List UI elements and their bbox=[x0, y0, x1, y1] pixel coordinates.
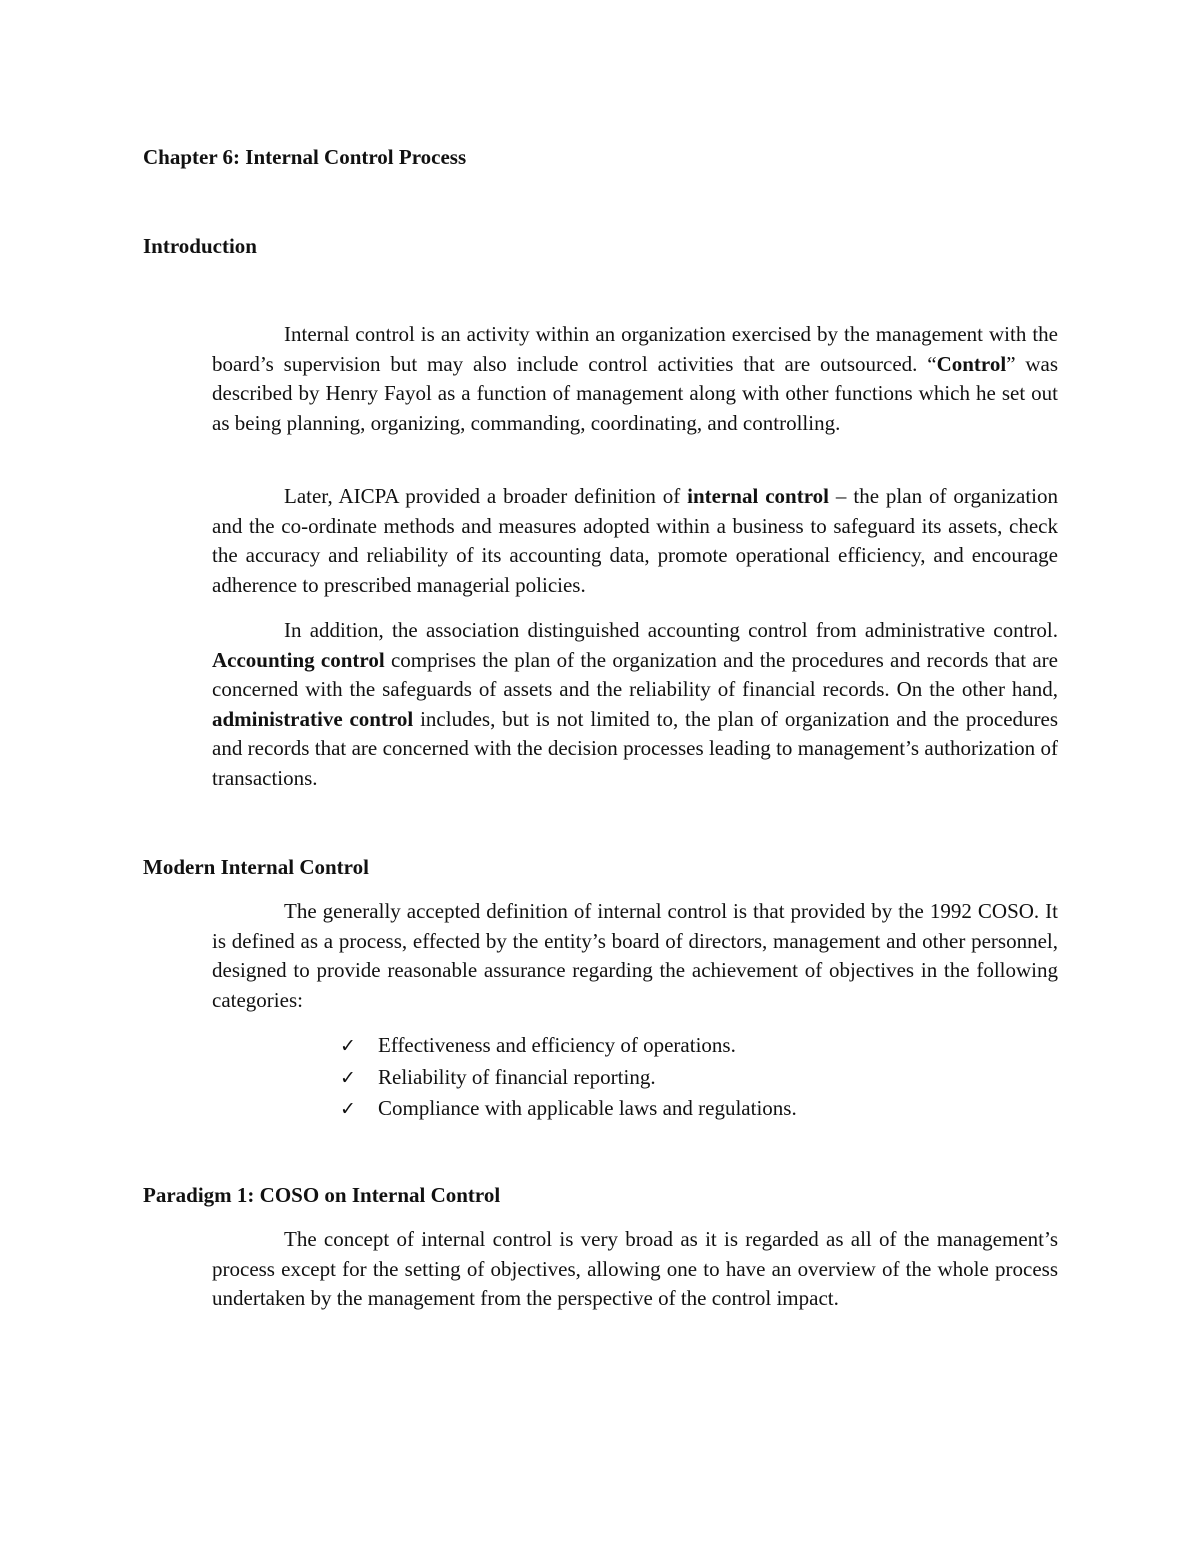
chapter-title: Chapter 6: Internal Control Process bbox=[143, 145, 467, 169]
intro-p2-text-2: – the plan of organization and the co-ordinate methods and measures adopted within a business to safeguard its assets, check the accuracy and reliability of its accounting data, promote operational efficiency, and encourage adherence to prescribed managerial policies. bbox=[212, 484, 1058, 597]
checkmark-icon: ✓ bbox=[340, 1035, 356, 1057]
paradigm1-paragraph-1: The concept of internal control is very broad as it is regarded as all of the management’s process except for the setting of objectives, allowing one to have an overview of the whole process undertaken by the management from the perspective of the control impact. bbox=[212, 1227, 1058, 1311]
objectives-checklist bbox=[340, 1030, 797, 1125]
intro-p3-text-3: includes, but is not limited to, the plan of organization and the procedures and records that are concerned with the decision processes leading to management’s authorization of transactions. bbox=[212, 706, 1058, 790]
intro-p1-bold-control: Control bbox=[936, 351, 1007, 376]
intro-p1-text-1: Internal control is an activity within an organization exercised by the management with the board’s supervision but may also include control activities that are outsourced. “ bbox=[212, 322, 1058, 376]
section-heading-paradigm-1: Paradigm 1: COSO on Internal Control bbox=[143, 1183, 501, 1207]
checklist-item-text: Compliance with applicable laws and regulations. bbox=[378, 1096, 797, 1120]
intro-p3-bold-administrative-control: administrative control bbox=[212, 706, 414, 731]
modern-paragraph-1: The generally accepted definition of internal control is that provided by the 1992 COSO. It is defined as a process, effected by the entity’s board of directors, management and other personnel, designed to provide reasonable assurance regarding the achievement of objectives in the following categories: bbox=[212, 899, 1058, 1012]
intro-p2-bold-internal-control: internal control bbox=[687, 484, 830, 508]
intro-paragraph-1 bbox=[212, 320, 1058, 438]
intro-p3-text-2: comprises the plan of the organization and the procedures and records that are concerned with the safeguards of assets and the reliability of financial records. On the other hand, bbox=[212, 647, 1058, 702]
intro-p3-bold-accounting-control: Accounting control bbox=[212, 647, 385, 672]
intro-p2-text-1: Later, AICPA provided a broader definition of bbox=[284, 484, 688, 508]
checklist-item bbox=[340, 1093, 797, 1125]
checklist-item bbox=[340, 1062, 797, 1094]
section-heading-modern: Modern Internal Control bbox=[143, 855, 369, 879]
checkmark-icon: ✓ bbox=[340, 1098, 356, 1120]
checkmark-icon: ✓ bbox=[340, 1066, 356, 1089]
intro-p3-text-1: In addition, the association distinguished accounting control from administrative control. bbox=[284, 618, 1058, 642]
intro-p1-text-2: ” was described by Henry Fayol as a function of management along with other functions which he set out as being planning, organizing, commanding, coordinating, and controlling. bbox=[212, 351, 1058, 435]
checklist-item-text: Effectiveness and efficiency of operations. bbox=[378, 1033, 736, 1057]
section-heading-introduction: Introduction bbox=[143, 234, 257, 258]
checklist-item-text: Reliability of financial reporting. bbox=[378, 1064, 656, 1089]
intro-paragraph-2 bbox=[212, 482, 1058, 600]
intro-paragraph-3 bbox=[212, 616, 1058, 794]
checklist-item bbox=[340, 1030, 797, 1062]
